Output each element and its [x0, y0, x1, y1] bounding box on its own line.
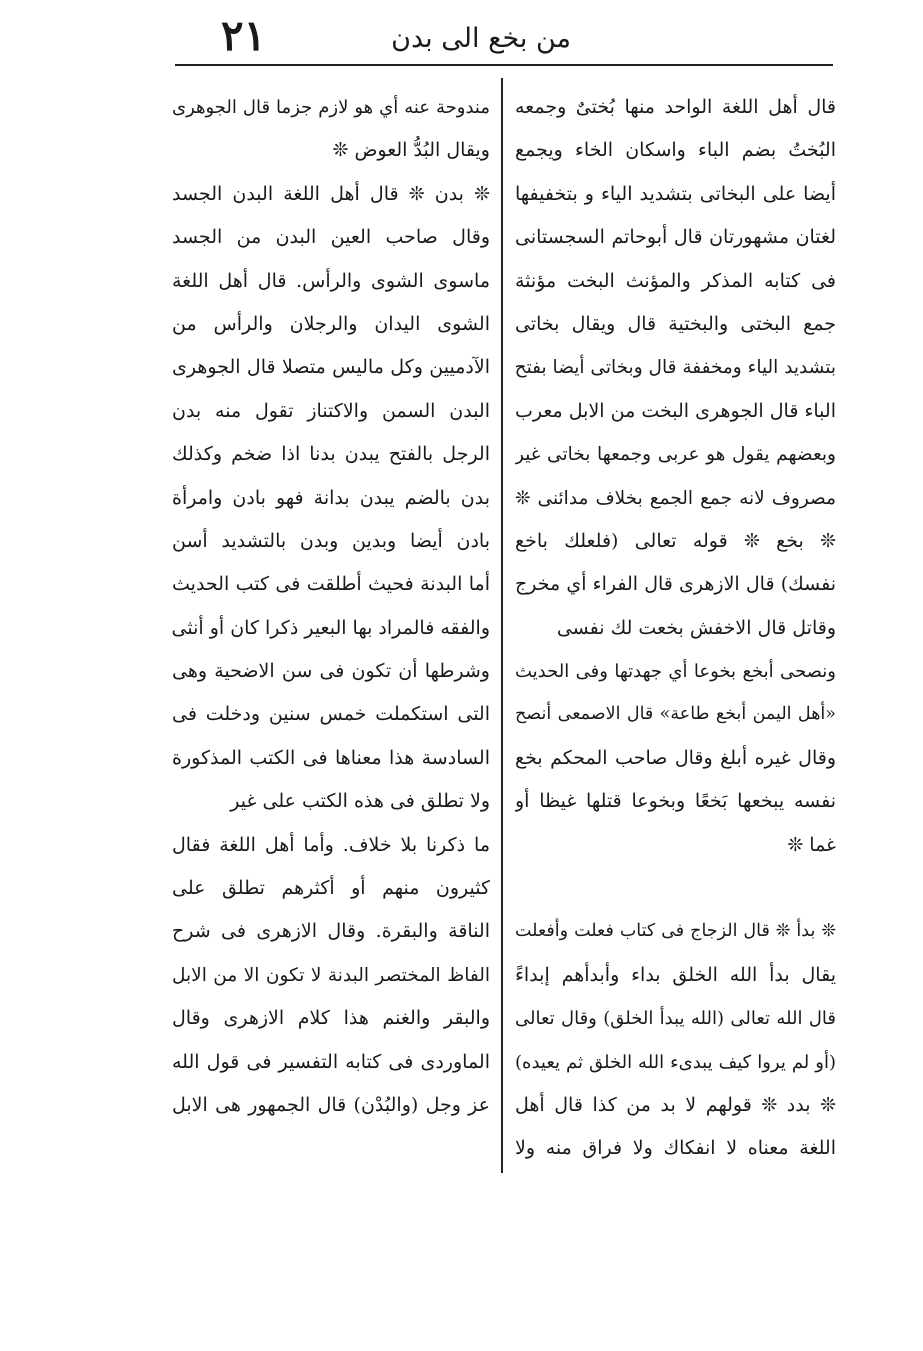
text-line: قال أهل اللغة الواحد منها بُختىٌ وجمعه [515, 96, 836, 118]
text-line: وقال غيره أبلغ وقال صاحب المحكم بخع [515, 746, 836, 769]
text-line: غما ❊ [787, 833, 836, 856]
text-line: وقاتل قال الاخفش بخعت لك نفسى [556, 616, 836, 639]
text-line: الماوردى فى كتابه التفسير فى قول الله [172, 1050, 490, 1073]
text-line: ونصحى أبخع بخوعا أي جهدتها وفى الحديث [515, 661, 836, 683]
text-line: ما ذكرنا بلا خلاف. وأما أهل اللغة فقال [172, 833, 490, 856]
page-number: ٢١ [221, 11, 267, 60]
text-line: نفسه يبخعها بَخعًا وبخوعا قتلها غيظا أو [515, 790, 836, 813]
text-line: السادسة هذا معناها فى الكتب المذكورة [172, 746, 490, 769]
text-line: جمع البختى والبختية قال ويقال بخاتى [515, 312, 836, 335]
text-line: قال الله تعالى (الله يبدأ الخلق) وقال تعالى [515, 1008, 836, 1030]
text-line: ❊ بدد ❊ قولهم لا بد من كذا قال أهل [515, 1093, 836, 1116]
text-line [515, 867, 836, 910]
text-line: الباء قال الجوهرى البخت من الابل معرب [515, 399, 836, 422]
text-line: (أو لم يروا كيف يبدىء الله الخلق ثم يعيده) [515, 1051, 836, 1073]
text-line: ❊ بدأ ❊ قال الزجاج فى كتاب فعلت وأفعلت [515, 921, 836, 942]
text-line: وقال صاحب العين البدن من الجسد [172, 226, 490, 249]
text-line: عز وجل (والبُدْن) قال الجمهور هى الابل [172, 1093, 490, 1116]
text-line: بتشديد الياء ومخففة قال وبخاتى أيضا بفتح [515, 357, 836, 379]
text-line: ❊ بخع ❊ قوله تعالى (فلعلك باخع [515, 529, 836, 552]
text-line: وبعضهم يقول هو عربى وجمعها بخاتى غير [515, 444, 836, 466]
text-line: البدن السمن والاكتناز تقول منه بدن [172, 399, 490, 422]
text-line: الناقة والبقرة. وقال الازهرى فى شرح [172, 920, 490, 943]
running-title: من بخع الى بدن [391, 23, 571, 54]
text-line: الرجل بالفتح يبدن بدنا اذا ضخم وكذلك [172, 443, 490, 466]
text-line: ولا تطلق فى هذه الكتب على غير [230, 790, 490, 813]
text-line: وشرطها أن تكون فى سن الاضحية وهى [172, 660, 490, 683]
text-line: نفسك) قال الازهرى قال الفراء أي مخرج [515, 573, 836, 596]
header-rule [175, 64, 833, 66]
column-divider [501, 78, 503, 1173]
page-header [175, 12, 833, 62]
text-line: البُختُ بضم الباء واسكان الخاء ويجمع [515, 139, 836, 162]
text-line: لغتان مشهورتان قال أبوحاتم السجستانى [515, 226, 836, 249]
text-line: أيضا على البخاتى بتشديد الياء و بتخفيفها [515, 182, 836, 205]
text-line: ماسوى الشوى والرأس. قال أهل اللغة [172, 269, 490, 292]
left-column [172, 86, 490, 1127]
text-line: فى كتابه المذكر والمؤنث البخت مؤنثة [515, 269, 836, 292]
text-line: اللغة معناه لا انفكاك ولا فراق منه ولا [515, 1137, 836, 1160]
text-line: بدن بالضم يبدن بدانة فهو بادن وامرأة [172, 486, 490, 509]
text-line: مصروف لانه جمع الجمع بخلاف مدائنى ❊ [515, 487, 836, 509]
text-line: والبقر والغنم هذا كلام الازهرى وقال [172, 1007, 490, 1030]
right-column [515, 86, 836, 1171]
text-line: ❊ بدن ❊ قال أهل اللغة البدن الجسد [172, 182, 490, 205]
text-line: والفقه فالمراد بها البعير ذكرا كان أو أنثى [172, 616, 490, 639]
text-line: الفاظ المختصر البدنة لا تكون الا من الابل [172, 964, 490, 986]
text-line: أما البدنة فحيث أطلقت فى كتب الحديث [172, 573, 490, 596]
text-line: «أهل اليمن أبخع طاعة» قال الاصمعى أنصح [515, 704, 836, 725]
text-line: بادن أيضا وبدين وبدن بالتشديد أسن [172, 529, 490, 552]
text-line: ويقال البُدُّ العوض ❊ [332, 139, 490, 162]
text-line: الآدميين وكل ماليس متصلا قال الجوهرى [172, 356, 490, 379]
text-line: التى استكملت خمس سنين ودخلت فى [172, 703, 490, 726]
text-line: كثيرون منهم أو أكثرهم تطلق على [172, 877, 490, 900]
text-line: يقال بدأ الله الخلق بداء وأبدأهم إبداءً [515, 963, 836, 986]
text-line: مندوحة عنه أي هو لازم جزما قال الجوهرى [172, 97, 490, 118]
text-line: الشوى اليدان والرجلان والرأس من [172, 312, 490, 335]
